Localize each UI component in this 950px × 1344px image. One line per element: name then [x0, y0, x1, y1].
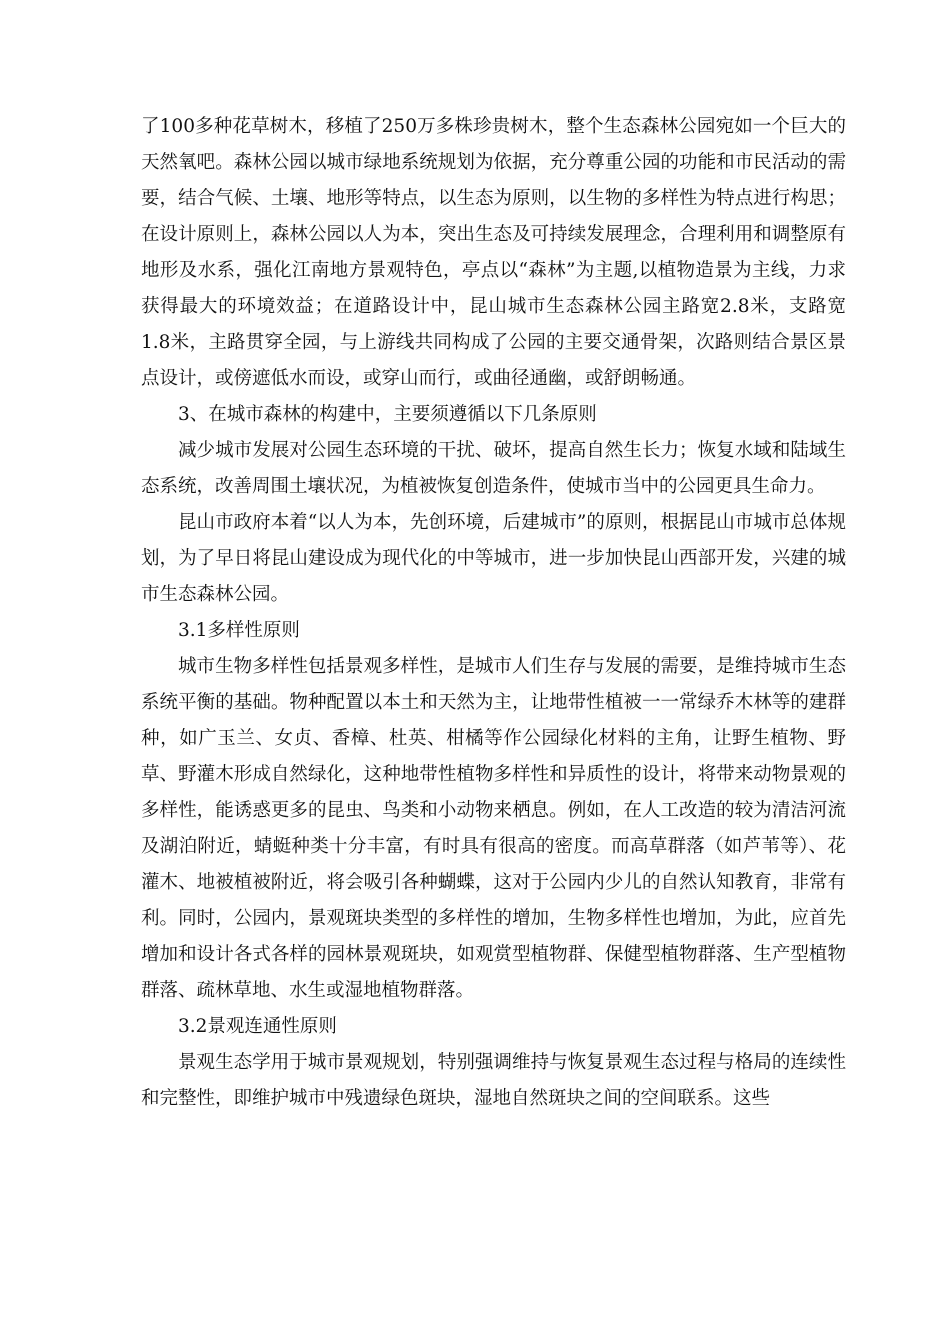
body-paragraph: 减少城市发展对公园生态环境的干扰、破坏，提高自然生长力；恢复水域和陆域生态系统，改善周围土壤状况，为植被恢复创造条件，使城市当中的公园更具生命力。 — [141, 440, 846, 497]
body-paragraph-truncated: 景观生态学用于城市景观规划，特别强调维持与恢复景观生态过程与格局的连续性和完整性，即维护城市中残遗绿色斑块，湿地自然斑块之间的空间联系。这些 — [141, 1052, 846, 1109]
body-paragraph: 昆山市政府本着“以人为本，先创环境，后建城市”的原则，根据昆山市城市总体规划，为了早日将昆山建设成为现代化的中等城市，进一步加快昆山西部开发，兴建的城市生态森林公园。 — [141, 512, 846, 605]
body-paragraph: 城市生物多样性包括景观多样性，是城市人们生存与发展的需要，是维持城市生态系统平衡的基础。物种配置以本土和天然为主，让地带性植被一一常绿乔木林等的建群种，如广玉兰、女贞、香樟、杜英、柑橘等作公园绿化材料的主角，让野生植物、野草、野灌木形成自然绿化，这种地带性植物多样性和异质性的设计，将带来动物景观的多样性，能诱惑更多的昆虫、鸟类和小动物来栖息。例如，在人工改造的较为清洁河流及湖泊附近，蜻蜓种类十分丰富，有时具有很高的密度。而高草群落（如芦苇等）、花灌木、地被植被附近，将会吸引各种蝴蝶，这对于公园内少儿的自然认知教育，非常有利。同时，公园内，景观斑块类型的多样性的增加，生物多样性也增加，为此，应首先增加和设计各式各样的园林景观斑块，如观赏型植物群、保健型植物群落、生产型植物群落、疏林草地、水生或湿地植物群落。 — [141, 656, 846, 1001]
section-heading-3-1: 3.1多样性原则 — [178, 620, 300, 641]
section-heading-3-2: 3.2景观连通性原则 — [178, 1016, 337, 1037]
section-heading-3: 3、在城市森林的构建中，主要须遵循以下几条原则 — [178, 404, 597, 425]
body-paragraph-continued: 了100多种花草树木，移植了250万多株珍贵树木，整个生态森林公园宛如一个巨大的天然氧吧。森林公园以城市绿地系统规划为依据，充分尊重公园的功能和市民活动的需要，结合气候、土壤、地形等特点，以生态为原则，以生物的多样性为特点进行构思；在设计原则上，森林公园以人为本，突出生态及可持续发展理念，合理利用和调整原有地形及水系，强化江南地方景观特色，亭点以“森林”为主题,以植物造景为主线，力求获得最大的环境效益；在道路设计中，昆山城市生态森林公园主路宽2.8米，支路宽1.8米，主路贯穿全园，与上游线共同构成了公园的主要交通骨架，次路则结合景区景点设计，或傍遮低水而设，或穿山而行，或曲径通幽，或舒朗畅通。 — [141, 116, 846, 389]
